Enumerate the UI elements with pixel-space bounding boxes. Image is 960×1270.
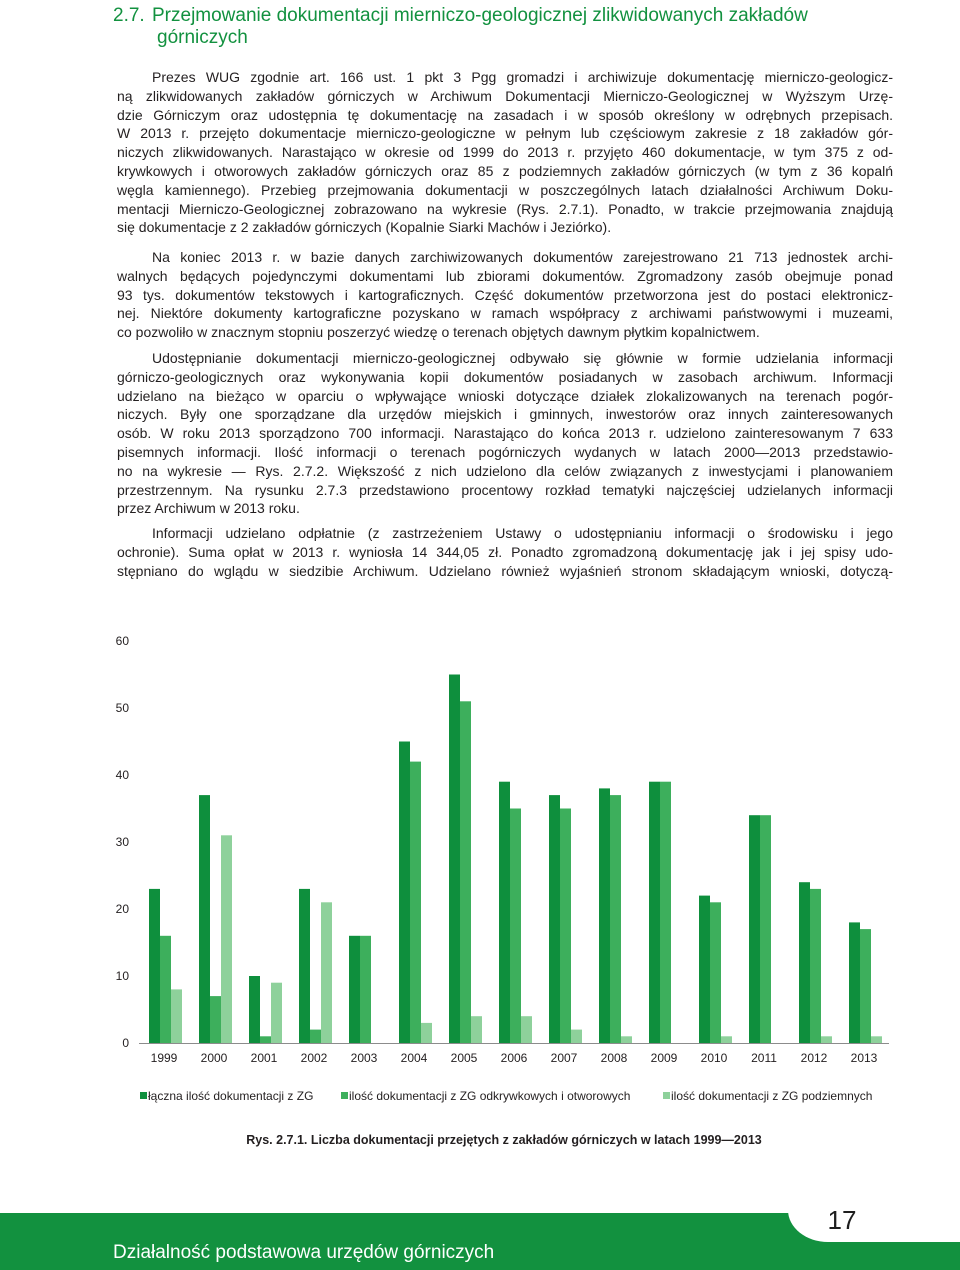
text-line: 93 tys. dokumentów tekstowych i kartograficznych. Część dokumentów przetworzona jest do postaci elektronicz- xyxy=(117,286,893,303)
x-axis-ticks xyxy=(151,1051,878,1065)
section-title: Przejmowanie dokumentacji mierniczo-geologicznej zlikwidowanych zakładów xyxy=(152,5,808,26)
legend-label: łączna ilość dokumentacji z ZG xyxy=(148,1089,314,1103)
y-tick-label: 50 xyxy=(115,701,129,715)
bar-open-pit-borehole-1999 xyxy=(160,936,171,1043)
y-tick-label: 20 xyxy=(115,902,129,916)
x-tick-label: 2011 xyxy=(751,1051,777,1065)
text-line: Na koniec 2013 r. w bazie danych zarchiwizowanych dokumentów zarejestrowano 21 713 jednostek archi- xyxy=(152,249,893,265)
text-line: przez Archiwum w 2013 roku. xyxy=(117,500,300,517)
bar-underground-2008 xyxy=(621,1036,632,1043)
y-tick-label: 30 xyxy=(115,835,129,849)
text-line: mentacji Mierniczo-Geologicznej zobrazowano na wykresie (Rys. 2.7.1). Ponadto, w trakcie przejmowania znajdują xyxy=(117,200,893,217)
text-line: Informacji udzielano odpłatnie (z zastrzeżeniem Ustawy o udostępnianiu informacji o środowisku i jego xyxy=(152,525,893,541)
x-tick-label: 2007 xyxy=(550,1051,578,1065)
text-line: udzielano na bieżąco w oparciu o wpływające wnioski dotyczące działek zlokalizowanych na terenach pogór- xyxy=(117,387,893,404)
bar-underground-2012 xyxy=(821,1036,832,1043)
x-tick-label: 2009 xyxy=(650,1051,678,1065)
bar-open-pit-borehole-2007 xyxy=(560,809,571,1044)
text-line: co pozwoliło w znacznym stopniu poszerzyć wiedzę o terenach objętych dawnym płytkim kopalnictwem. xyxy=(117,324,760,341)
bar-open-pit-borehole-2002 xyxy=(310,1030,321,1043)
bar-underground-2010 xyxy=(721,1036,732,1043)
bar-total-2002 xyxy=(299,889,310,1043)
bar-underground-2002 xyxy=(321,902,332,1043)
bar-total-2005 xyxy=(449,675,460,1044)
paragraph xyxy=(117,68,893,237)
text-line: Prezes WUG zgodnie art. 166 ust. 1 pkt 3 Pgg gromadzi i archiwizuje dokumentację mierniczo-geologicz- xyxy=(152,69,893,85)
bar-total-2011 xyxy=(749,815,760,1043)
bar-underground-1999 xyxy=(171,989,182,1043)
bar-total-2013 xyxy=(849,922,860,1043)
footer-title: Działalność podstawowa urzędów górniczych xyxy=(113,1242,495,1263)
text-line: się dokumentacje z 2 zakładów górniczych (Kopalnie Siarki Machów i Jeziórko). xyxy=(117,219,612,236)
bar-total-2010 xyxy=(699,896,710,1043)
bar-underground-2004 xyxy=(421,1023,432,1043)
bar-underground-2013 xyxy=(871,1036,882,1043)
x-tick-label: 2006 xyxy=(500,1051,528,1065)
bar-total-2006 xyxy=(499,782,510,1043)
x-tick-label: 2013 xyxy=(850,1051,878,1065)
bar-underground-2001 xyxy=(271,983,282,1043)
bar-total-2001 xyxy=(249,976,260,1043)
paragraph xyxy=(117,524,893,580)
page-number: 17 xyxy=(827,1205,857,1235)
text-line: przestrzennym. Na rysunku 2.7.3 przedstawiono procentowy rozkład tematyki najczęściej udzielanych informacji xyxy=(117,481,893,498)
bars-group xyxy=(149,675,882,1044)
text-line: osób. W roku 2013 sporządzono 700 informacji. Narastająco do końca 2013 r. udzielono zainteresowanym 7 633 xyxy=(117,425,893,442)
bar-open-pit-borehole-2009 xyxy=(660,782,671,1043)
x-tick-label: 2004 xyxy=(400,1051,428,1065)
chart-legend xyxy=(0,1089,960,1105)
bar-open-pit-borehole-2013 xyxy=(860,929,871,1043)
x-tick-label: 2002 xyxy=(300,1051,328,1065)
text-line: niczych zlikwidowanych. Narastająco w okresie od 1999 do 2013 r. przyjęto 460 dokumentacje, w tym 375 z od- xyxy=(117,144,893,161)
bar-underground-2005 xyxy=(471,1016,482,1043)
x-tick-label: 2008 xyxy=(600,1051,628,1065)
bar-total-2003 xyxy=(349,936,360,1043)
y-tick-label: 10 xyxy=(115,969,129,983)
paragraph xyxy=(117,248,893,342)
bar-open-pit-borehole-2000 xyxy=(210,996,221,1043)
bar-open-pit-borehole-2004 xyxy=(410,762,421,1043)
bar-open-pit-borehole-2008 xyxy=(610,795,621,1043)
legend-item-total xyxy=(140,1089,313,1103)
bar-total-2007 xyxy=(549,795,560,1043)
x-tick-label: 2010 xyxy=(700,1051,728,1065)
bar-total-1999 xyxy=(149,889,160,1043)
text-line: ną zlikwidowanych zakładów górniczych w Archiwum Dokumentacji Mierniczo-Geologicznej w Wyższym Urzę- xyxy=(117,87,893,104)
bar-total-2008 xyxy=(599,788,610,1043)
paragraph xyxy=(117,349,893,518)
legend-item-open-pit-borehole xyxy=(341,1089,630,1103)
text-line: krywkowych i otworowych zakładów górniczych oraz 85 z podziemnych zakładów górniczych (w tym z 36 kopalń xyxy=(117,162,893,179)
x-tick-label: 1999 xyxy=(150,1051,178,1065)
text-line: górniczo-geologicznych oraz wykonywania kopii dokumentów posiadanych w zasobach archiwum. Informacji xyxy=(117,368,893,385)
text-line: ochronie). Suma opłat w 2013 r. wyniosła 14 344,05 zł. Ponadto zgromadzoną dokumentację jak i jej spisy udo- xyxy=(117,543,893,560)
legend-label: ilość dokumentacji z ZG odkrywkowych i otworowych xyxy=(349,1089,631,1103)
bar-total-2004 xyxy=(399,742,410,1044)
bar-open-pit-borehole-2003 xyxy=(360,936,371,1043)
bar-open-pit-borehole-2005 xyxy=(460,701,471,1043)
text-line: stępniano do wglądu w siedzibie Archiwum. Udzielano również wyjaśnień stronom składającym wnioski, dotyczą- xyxy=(117,562,893,579)
x-tick-label: 2000 xyxy=(200,1051,228,1065)
bar-open-pit-borehole-2001 xyxy=(260,1036,271,1043)
legend-item-underground xyxy=(663,1089,872,1103)
section-title-continued: górniczych xyxy=(157,27,248,48)
bar-total-2012 xyxy=(799,882,810,1043)
bar-open-pit-borehole-2011 xyxy=(760,815,771,1043)
bar-total-2009 xyxy=(649,782,660,1043)
text-line: pisemnych informacji. Ilość informacji o terenach pogórniczych wydanych w latach 2000—2013 przedstawio- xyxy=(117,443,893,460)
bar-underground-2000 xyxy=(221,835,232,1043)
section-number: 2.7. xyxy=(113,5,145,26)
x-tick-label: 2005 xyxy=(450,1051,478,1065)
body-text xyxy=(117,0,893,600)
text-line: walnych będących pojedynczymi dokumentami lub zbiorami dokumentów. Zgromadzony zasób obejmuje ponad xyxy=(117,267,893,284)
bar-underground-2006 xyxy=(521,1016,532,1043)
legend-label: ilość dokumentacji z ZG podziemnych xyxy=(671,1089,873,1103)
y-tick-label: 40 xyxy=(115,768,129,782)
text-line: niczych. Były one sporządzane dla urzędów miejskich i gminnych, inwestorów oraz innych zainteresowanych xyxy=(117,406,893,423)
text-line: no na wykresie — Rys. 2.7.2. Większość z nich udzielono dla celów związanych z inwestycjami i planowaniem xyxy=(117,462,893,479)
y-tick-label: 0 xyxy=(122,1036,129,1050)
figure-caption: Rys. 2.7.1. Liczba dokumentacji przejętych z zakładów górniczych w latach 1999—2013 xyxy=(246,1133,762,1147)
text-line: nej. Niektóre dokumenty kartograficzne pozyskano w ramach współpracy z archiwami państwowymi i muzeami, xyxy=(117,305,893,322)
page-number-tab xyxy=(788,1204,960,1242)
y-axis-ticks xyxy=(116,634,130,1050)
bar-total-2000 xyxy=(199,795,210,1043)
legend-swatch-open-pit-borehole xyxy=(341,1092,348,1099)
x-tick-label: 2012 xyxy=(800,1051,828,1065)
text-line: dzie Górniczym oraz udostępnia tę dokumentację na zasadach i w sposób określony w odrębnych przepisach. xyxy=(117,106,893,123)
text-line: Udostępnianie dokumentacji mierniczo-geologicznej odbywało się głównie w formie udzielania informacji xyxy=(152,350,893,366)
y-tick-label: 60 xyxy=(115,634,129,648)
bar-open-pit-borehole-2010 xyxy=(710,902,721,1043)
bar-chart xyxy=(0,620,960,1080)
text-line: węgla kamiennego). Przebieg przejmowania dokumentacji w poszczególnych latach działalności Archiwum Doku- xyxy=(117,181,893,198)
bar-underground-2007 xyxy=(571,1030,582,1043)
bar-open-pit-borehole-2012 xyxy=(810,889,821,1043)
x-tick-label: 2003 xyxy=(350,1051,378,1065)
text-line: W 2013 r. przejęto dokumentacje mierniczo-geologiczne w pełnym lub częściowym zakresie z 18 zakładów gór- xyxy=(117,125,893,142)
bar-open-pit-borehole-2006 xyxy=(510,809,521,1044)
x-tick-label: 2001 xyxy=(250,1051,278,1065)
legend-swatch-underground xyxy=(663,1092,670,1099)
legend-swatch-total xyxy=(140,1092,147,1099)
